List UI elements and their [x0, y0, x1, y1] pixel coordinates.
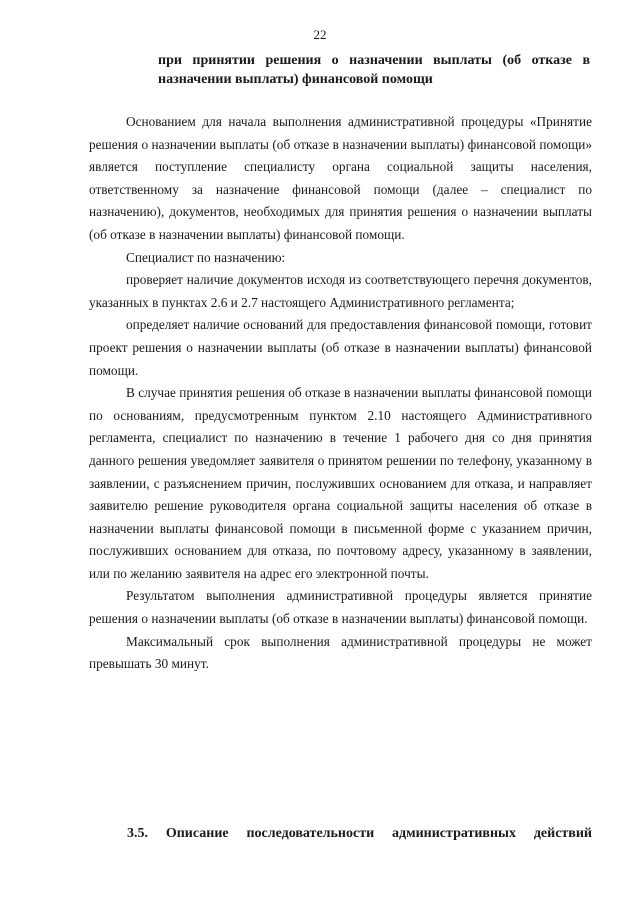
paragraph-checks-documents: проверяет наличие документов исходя из соответствующего перечня документов, указанных в пунктах 2.6 и 2.7 настоящего Административного регламента; [89, 272, 592, 310]
paragraph-basis: Основанием для начала выполнения административной процедуры «Принятие решения о назначении выплаты (об отказе в назначении выплаты) финансовой помощи» является поступление специалисту органа социальной защиты населения, ответственному за назначение финансовой помощи (далее – специалист по назначению), документов, необходимых для принятия решения о назначении выплаты (об отказе в назначении выплаты) финансовой помощи. [89, 114, 592, 242]
paragraph-determines-grounds: определяет наличие оснований для предоставления финансовой помощи, готовит проект решения о назначении выплаты (об отказе в назначении выплаты) финансовой помощи. [89, 317, 592, 378]
paragraph-specialist-intro: Специалист по назначению: [126, 249, 286, 265]
paragraph-max-duration: Максимальный срок выполнения административной процедуры не может превышать 30 минут. [89, 633, 592, 672]
section-heading: 3.5. Описание последовательности административных действий [127, 826, 592, 841]
page-number: 22 [313, 27, 327, 42]
subsection-heading: при принятии решения о назначении выплаты (об отказе в назначении выплаты) финансовой помощи [158, 53, 590, 87]
document-body [89, 111, 592, 676]
paragraph-refusal-case: В случае принятия решения об отказе в назначении выплаты финансовой помощи по основаниям, предусмотренным пунктом 2.10 настоящего Административного регламента, специалист по назначению в течение 1 рабочего дня со дня принятия данного решения уведомляет заявителя о принятом решении по телефону, указанному в заявлении, с разъяснением причин, послуживших основанием для отказа, и направляет заявителю решение руководителя органа социальной защиты населения об отказе в назначении выплаты финансовой помощи в письменной форме с указанием причин, послуживших основанием для отказа, по почтовому адресу, указанному в заявлении, или по желанию заявителя на адрес его электронной почты. [89, 385, 592, 581]
paragraph-result: Результатом выполнения административной процедуры является принятие решения о назначении выплаты (об отказе в назначении выплаты) финансовой помощи. [89, 588, 592, 627]
